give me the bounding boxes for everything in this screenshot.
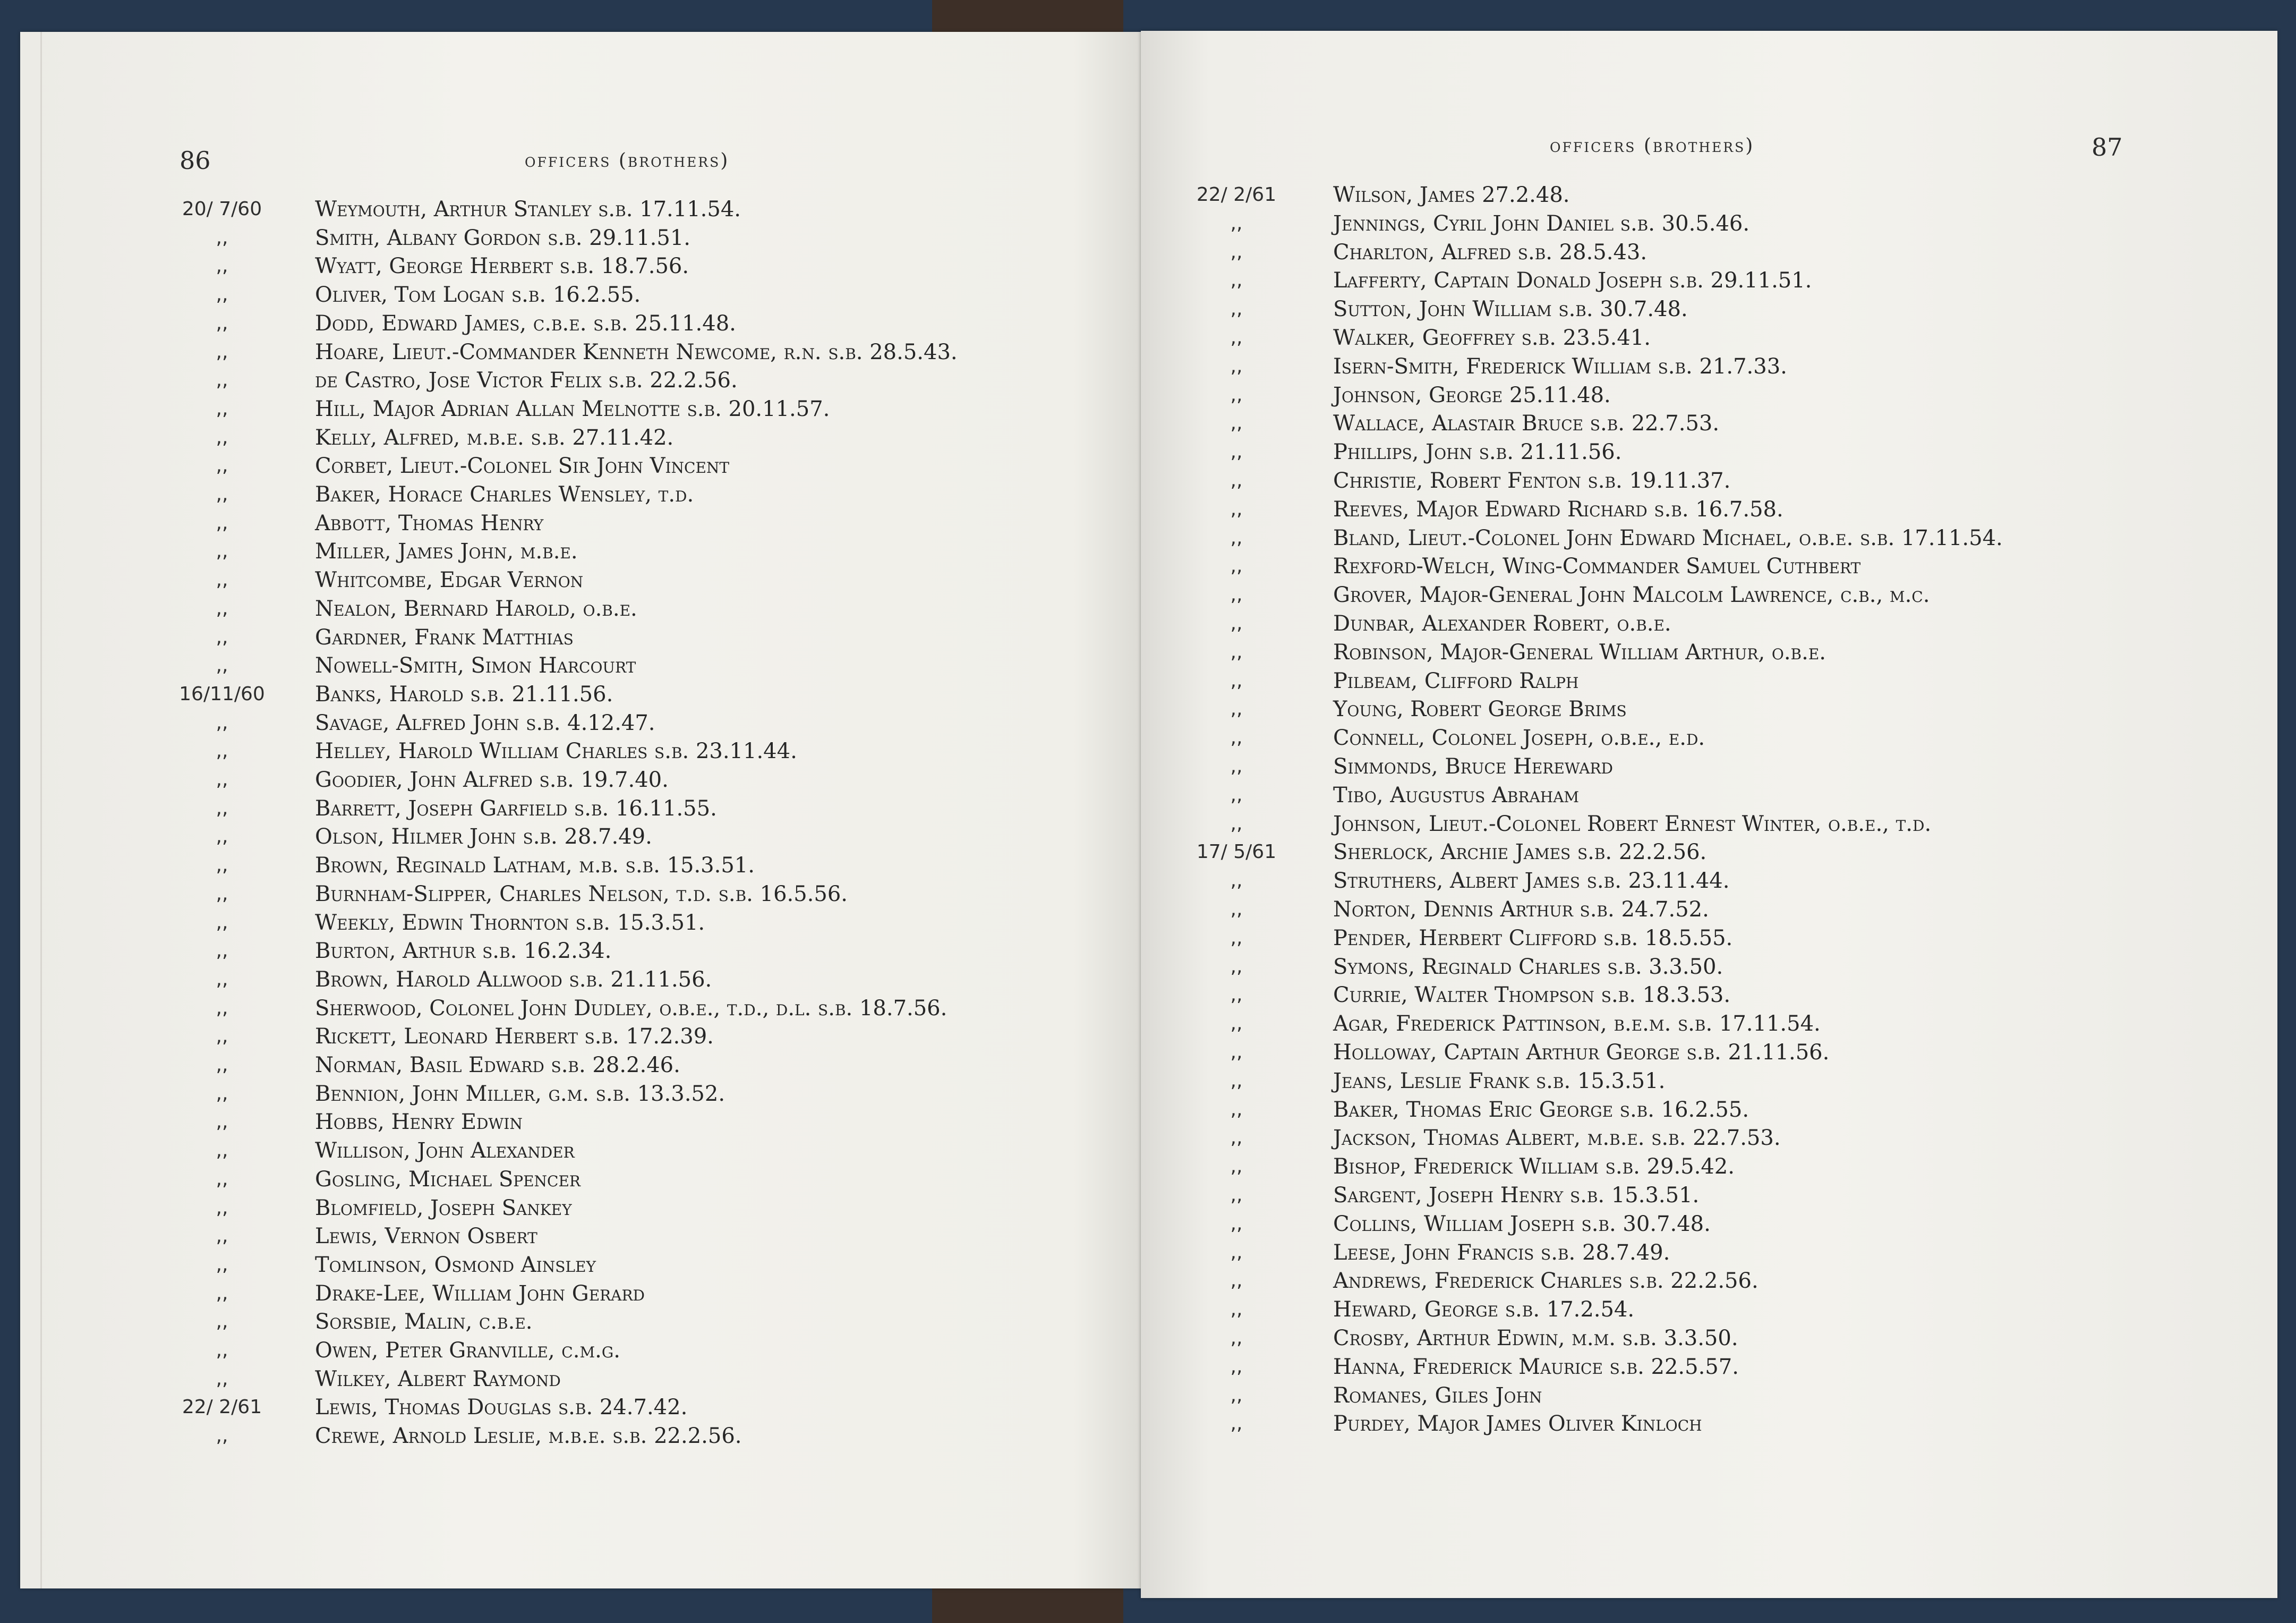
list-item [1141,667,2246,695]
list-item [1141,1238,2246,1267]
entry-text: Olson, Hilmer John s.b. 28.7.49. [315,825,652,849]
entry-date: ,, [1230,1355,1243,1378]
entry-date: ,, [1230,1013,1243,1035]
entry-date: ,, [1230,641,1243,663]
entry-text: Hoare, Lieut.-Commander Kenneth Newcome, r.n. s.b. 28.5.43. [315,339,958,364]
list-item [20,423,1125,452]
entry-date: ,, [1230,984,1243,1006]
list-item [1141,895,2246,924]
entry-text: Connell, Colonel Joseph, o.b.e., e.d. [1333,726,1705,751]
list-item [1141,1009,2246,1038]
entry-date: 22/ 2/61 [182,1396,262,1418]
list-item [20,880,1125,908]
list-item [1141,953,2246,981]
entry-text: Currie, Walter Thompson s.b. 18.3.53. [1333,983,1731,1008]
entry-text: Simmonds, Bruce Hereward [1333,754,1613,779]
entry-text: Crosby, Arthur Edwin, m.m. s.b. 3.3.50. [1333,1326,1738,1350]
list-item [1141,1038,2246,1067]
list-item [1141,581,2246,609]
list-item [20,1222,1125,1251]
entry-date: ,, [216,397,228,420]
entry-date: ,, [216,341,228,363]
entry-date: ,, [216,968,228,990]
entry-date: ,, [1230,1298,1243,1321]
list-item [1141,924,2246,953]
entry-date: ,, [1230,1184,1243,1206]
entry-date: ,, [1230,613,1243,634]
entry-date: ,, [216,997,228,1019]
entry-date: ,, [1230,898,1243,920]
entry-date: ,, [1230,1270,1243,1292]
list-item [20,452,1125,480]
entry-date: ,, [216,540,228,563]
entry-date: ,, [1230,269,1243,292]
list-item [20,651,1125,680]
entry-text: Smith, Albany Gordon s.b. 29.11.51. [315,225,690,250]
list-item [1141,1295,2246,1324]
entry-text: Symons, Reginald Charles s.b. 3.3.50. [1333,954,1723,979]
entry-date: ,, [216,911,228,933]
entry-date: ,, [216,940,228,962]
entry-date: ,, [1230,1127,1243,1149]
entry-date: ,, [216,882,228,905]
entry-text: Brown, Reginald Latham, m.b. s.b. 15.3.51. [315,853,755,878]
list-item [1141,724,2246,752]
list-item [1141,1353,2246,1381]
entry-date: ,, [1230,955,1243,978]
entry-date: ,, [1230,298,1243,320]
list-item [20,1251,1125,1279]
entry-date: ,, [1230,1069,1243,1092]
entry-text: Gardner, Frank Matthias [315,625,574,650]
entry-date: ,, [216,369,228,392]
list-item [1141,495,2246,524]
entry-date: ,, [216,597,228,619]
entry-date: ,, [1230,669,1243,692]
entry-text: Blomfield, Joseph Sankey [315,1195,572,1220]
list-item [1141,638,2246,667]
entry-text: Robinson, Major-General William Arthur, o.b.e. [1333,640,1826,665]
entry-text: Pilbeam, Clifford Ralph [1333,668,1579,693]
entry-text: Romanes, Giles John [1333,1383,1542,1408]
entry-date: ,, [216,483,228,505]
entry-date: ,, [216,512,228,534]
entry-date: ,, [1230,927,1243,949]
page-number: 87 [2092,133,2123,162]
entry-text: Burton, Arthur s.b. 16.2.34. [315,939,612,964]
entry-text: Wallace, Alastair Bruce s.b. 22.7.53. [1333,411,1720,436]
entry-text: Helley, Harold William Charles s.b. 23.11.44. [315,739,797,764]
list-item [20,338,1125,367]
entry-text: Johnson, Lieut.-Colonel Robert Ernest Winter, o.b.e., t.d. [1333,811,1932,836]
entry-text: Struthers, Albert James s.b. 23.11.44. [1333,869,1730,894]
entry-text: Crewe, Arnold Leslie, m.b.e. s.b. 22.2.56. [315,1424,742,1449]
entry-date: ,, [216,1367,228,1390]
entry-date: ,, [216,1339,228,1361]
entry-date: ,, [216,1225,228,1247]
entry-date: ,, [216,1425,228,1447]
entry-text: Phillips, John s.b. 21.11.56. [1333,440,1622,465]
entry-text: Oliver, Tom Logan s.b. 16.2.55. [315,283,641,308]
entry-text: Lewis, Vernon Osbert [315,1224,537,1249]
entry-date: ,, [1230,1155,1243,1178]
entry-text: Sherlock, Archie James s.b. 22.2.56. [1333,840,1707,865]
entry-text: Christie, Robert Fenton s.b. 19.11.37. [1333,469,1731,493]
entry-date: ,, [216,455,228,477]
entry-text: Dunbar, Alexander Robert, o.b.e. [1333,611,1671,636]
entry-text: Jennings, Cyril John Daniel s.b. 30.5.46. [1333,211,1750,236]
list-item [20,680,1125,709]
running-head: officers (brothers) [525,150,730,172]
entry-text: Goodier, John Alfred s.b. 19.7.40. [315,768,669,792]
entry-date: ,, [1230,727,1243,749]
list-item [20,965,1125,994]
entry-text: Norton, Dennis Arthur s.b. 24.7.52. [1333,897,1709,922]
entry-date: ,, [1230,812,1243,835]
list-item [20,822,1125,851]
entry-text: Leese, John Francis s.b. 28.7.49. [1333,1240,1670,1265]
entry-text: Norman, Basil Edward s.b. 28.2.46. [315,1053,680,1077]
entry-date: ,, [216,1282,228,1304]
entry-text: Sherwood, Colonel John Dudley, o.b.e., t.d., d.l. s.b. 18.7.56. [315,996,948,1021]
entry-date: ,, [1230,1041,1243,1063]
entry-text: Bland, Lieut.-Colonel John Edward Michael, o.b.e. s.b. 17.11.54. [1333,525,2003,550]
entry-text: Sorsbie, Malin, c.b.e. [315,1310,533,1335]
entry-date: ,, [1230,241,1243,263]
list-item [20,994,1125,1023]
entry-date: ,, [1230,327,1243,349]
entry-date: ,, [1230,870,1243,892]
page-number: 86 [180,146,211,175]
entry-text: Young, Robert George Brims [1333,697,1627,722]
entry-text: Jeans, Leslie Frank s.b. 15.3.51. [1333,1068,1666,1093]
list-item [1141,1267,2246,1295]
list-item [1141,810,2246,838]
list-item [1141,695,2246,724]
entry-text: Andrews, Frederick Charles s.b. 22.2.56. [1333,1269,1759,1294]
entry-text: Brown, Harold Allwood s.b. 21.11.56. [315,967,712,992]
entry-text: Baker, Thomas Eric George s.b. 16.2.55. [1333,1097,1749,1122]
entry-text: Drake-Lee, William John Gerard [315,1281,645,1306]
entry-text: Owen, Peter Granville, c.m.g. [315,1338,620,1363]
list-item [20,908,1125,937]
list-item [1141,381,2246,410]
list-item [1141,838,2246,866]
running-head: officers (brothers) [1550,135,1755,157]
entry-date: ,, [216,284,228,306]
entry-text: Isern-Smith, Frederick William s.b. 21.7.33. [1333,354,1787,379]
list-item [1141,1381,2246,1410]
list-item [20,1307,1125,1336]
list-item [20,395,1125,423]
entry-text: Weymouth, Arthur Stanley s.b. 17.11.54. [315,197,741,222]
list-item [20,480,1125,509]
list-item [1141,466,2246,495]
entry-date: 16/11/60 [179,683,265,705]
list-item [1141,1324,2246,1353]
list-item [1141,1124,2246,1152]
entry-date: ,, [1230,412,1243,435]
list-item [20,1051,1125,1080]
entry-date: ,, [216,426,228,448]
list-item [20,794,1125,823]
list-item [20,1422,1125,1450]
entry-text: Hanna, Frederick Maurice s.b. 22.5.57. [1333,1354,1739,1379]
entry-date: ,, [216,740,228,762]
entry-text: Rickett, Leonard Herbert s.b. 17.2.39. [315,1024,714,1049]
entry-date: ,, [216,1082,228,1104]
entry-date: ,, [1230,1327,1243,1349]
entry-date: ,, [216,255,228,277]
list-item [20,737,1125,766]
list-item [20,281,1125,309]
entry-date: ,, [1230,355,1243,377]
entry-text: Wyatt, George Herbert s.b. 18.7.56. [315,254,689,279]
entry-date: ,, [1230,584,1243,606]
entry-date: ,, [216,626,228,648]
list-item [20,224,1125,252]
entry-text: Banks, Harold s.b. 21.11.56. [315,682,613,707]
list-item [1141,181,2246,209]
entry-date: ,, [1230,755,1243,777]
list-item [1141,552,2246,581]
entry-date: ,, [1230,526,1243,549]
entry-text: Collins, William Joseph s.b. 30.7.48. [1333,1211,1711,1236]
entry-text: Rexford-Welch, Wing-Commander Samuel Cuthbert [1333,554,1861,579]
list-item [20,1108,1125,1136]
entry-text: Willison, John Alexander [315,1138,575,1163]
entry-text: Weekly, Edwin Thornton s.b. 15.3.51. [315,910,705,935]
entry-date: 20/ 7/60 [182,198,262,220]
list-item [20,709,1125,737]
entry-text: Nowell-Smith, Simon Harcourt [315,653,636,678]
list-item [1141,524,2246,553]
list-item [20,252,1125,281]
entry-date: ,, [216,1025,228,1048]
entry-text: Johnson, George 25.11.48. [1333,383,1611,407]
entry-date: ,, [216,312,228,334]
list-item [20,937,1125,965]
entry-text: Lewis, Thomas Douglas s.b. 24.7.42. [315,1395,688,1420]
entry-date: ,, [216,711,228,734]
entry-text: Wilson, James 27.2.48. [1333,183,1570,207]
entry-text: Corbet, Lieut.-Colonel Sir John Vincent [315,454,730,479]
entry-text: Pender, Herbert Clifford s.b. 18.5.55. [1333,925,1733,950]
entry-date: 17/ 5/61 [1196,841,1277,863]
entry-date: ,, [1230,784,1243,806]
entry-date: ,, [216,1168,228,1190]
list-item [20,1365,1125,1393]
entry-date: ,, [1230,1241,1243,1263]
entry-date: ,, [216,769,228,791]
entry-text: Holloway, Captain Arthur George s.b. 21.11.56. [1333,1040,1830,1065]
left-page [20,32,1141,1588]
list-item [20,1393,1125,1422]
list-item [1141,1409,2246,1438]
list-item [1141,238,2246,267]
entry-text: Walker, Geoffrey s.b. 23.5.41. [1333,326,1651,350]
list-item [20,1022,1125,1051]
entry-text: de Castro, Jose Victor Felix s.b. 22.2.56. [315,368,738,393]
entry-text: Agar, Frederick Pattinson, b.e.m. s.b. 17.11.54. [1333,1012,1821,1036]
entry-text: Tomlinson, Osmond Ainsley [315,1252,596,1277]
entry-date: ,, [216,1054,228,1076]
list-item [1141,1067,2246,1095]
list-item [1141,981,2246,1009]
entry-date: ,, [1230,212,1243,234]
list-item [20,623,1125,652]
entry-text: Hill, Major Adrian Allan Melnotte s.b. 20.11.57. [315,396,830,421]
entry-date: ,, [216,1253,228,1276]
list-item [20,1080,1125,1108]
list-item [20,1336,1125,1365]
list-item [20,537,1125,566]
list-item [20,309,1125,338]
list-item [1141,781,2246,810]
list-item [20,766,1125,794]
entry-date: ,, [216,1196,228,1219]
right-page [1141,31,2277,1598]
entry-date: ,, [216,569,228,591]
entry-date: ,, [1230,1384,1243,1406]
entry-text: Miller, James John, m.b.e. [315,539,578,564]
list-item [1141,609,2246,638]
entry-text: Kelly, Alfred, m.b.e. s.b. 27.11.42. [315,425,674,450]
list-item [1141,295,2246,324]
list-item [1141,1181,2246,1210]
entry-text: Grover, Major-General John Malcolm Lawrence, c.b., m.c. [1333,583,1930,608]
entry-text: Charlton, Alfred s.b. 28.5.43. [1333,240,1648,265]
entry-text: Nealon, Bernard Harold, o.b.e. [315,596,637,621]
list-item [20,1279,1125,1308]
entry-date: ,, [1230,1098,1243,1120]
list-item [1141,866,2246,895]
list-item [20,195,1125,224]
list-item [1141,1095,2246,1124]
entry-text: Heward, George s.b. 17.2.54. [1333,1297,1635,1322]
entry-text: Sargent, Joseph Henry s.b. 15.3.51. [1333,1183,1700,1208]
list-item [1141,752,2246,781]
list-item [20,509,1125,538]
list-item [1141,438,2246,466]
entry-date: ,, [216,1140,228,1162]
list-item [1141,1152,2246,1181]
entry-date: ,, [1230,384,1243,406]
list-item [1141,209,2246,238]
entry-text: Purdey, Major James Oliver Kinloch [1333,1412,1702,1437]
list-item [1141,266,2246,295]
entry-date: ,, [216,655,228,677]
entry-text: Sutton, John William s.b. 30.7.48. [1333,297,1688,322]
entry-date: ,, [1230,470,1243,491]
entry-text: Bennion, John Miller, g.m. s.b. 13.3.52. [315,1081,725,1106]
entry-text: Hobbs, Henry Edwin [315,1110,523,1135]
entry-text: Wilkey, Albert Raymond [315,1366,561,1391]
entry-text: Jackson, Thomas Albert, m.b.e. s.b. 22.7.53. [1333,1126,1781,1151]
entry-date: 22/ 2/61 [1196,184,1277,206]
entry-text: Reeves, Major Edward Richard s.b. 16.7.58. [1333,497,1783,522]
entry-date: ,, [1230,498,1243,520]
list-item [20,594,1125,623]
entry-text: Baker, Horace Charles Wensley, t.d. [315,482,694,507]
list-item [20,851,1125,880]
entry-date: ,, [216,1111,228,1133]
entry-date: ,, [1230,1413,1243,1435]
list-item [20,1136,1125,1165]
list-item [1141,1210,2246,1238]
entry-text: Tibo, Augustus Abraham [1333,783,1580,808]
entry-date: ,, [1230,555,1243,577]
list-item [20,1165,1125,1194]
entry-text: Burnham-Slipper, Charles Nelson, t.d. s.b. 16.5.56. [315,881,848,906]
entry-date: ,, [1230,1212,1243,1235]
entry-text: Bishop, Frederick William s.b. 29.5.42. [1333,1154,1735,1179]
entry-text: Lafferty, Captain Donald Joseph s.b. 29.11.51. [1333,268,1812,293]
list-item [20,366,1125,395]
list-item [1141,352,2246,381]
list-item [1141,324,2246,352]
list-item [1141,409,2246,438]
entry-date: ,, [216,1311,228,1333]
list-item [20,566,1125,594]
entry-text: Barrett, Joseph Garfield s.b. 16.11.55. [315,796,717,821]
entry-date: ,, [216,226,228,249]
entry-text: Savage, Alfred John s.b. 4.12.47. [315,710,655,735]
entry-text: Abbott, Thomas Henry [315,511,544,536]
entry-text: Whitcombe, Edgar Vernon [315,568,584,593]
entry-date: ,, [1230,441,1243,463]
entry-date: ,, [216,826,228,848]
list-item [20,1194,1125,1222]
entry-date: ,, [216,797,228,819]
entry-text: Dodd, Edward James, c.b.e. s.b. 25.11.48. [315,311,736,336]
entry-text: Gosling, Michael Spencer [315,1167,581,1192]
entry-date: ,, [216,854,228,877]
entry-date: ,, [1230,698,1243,720]
